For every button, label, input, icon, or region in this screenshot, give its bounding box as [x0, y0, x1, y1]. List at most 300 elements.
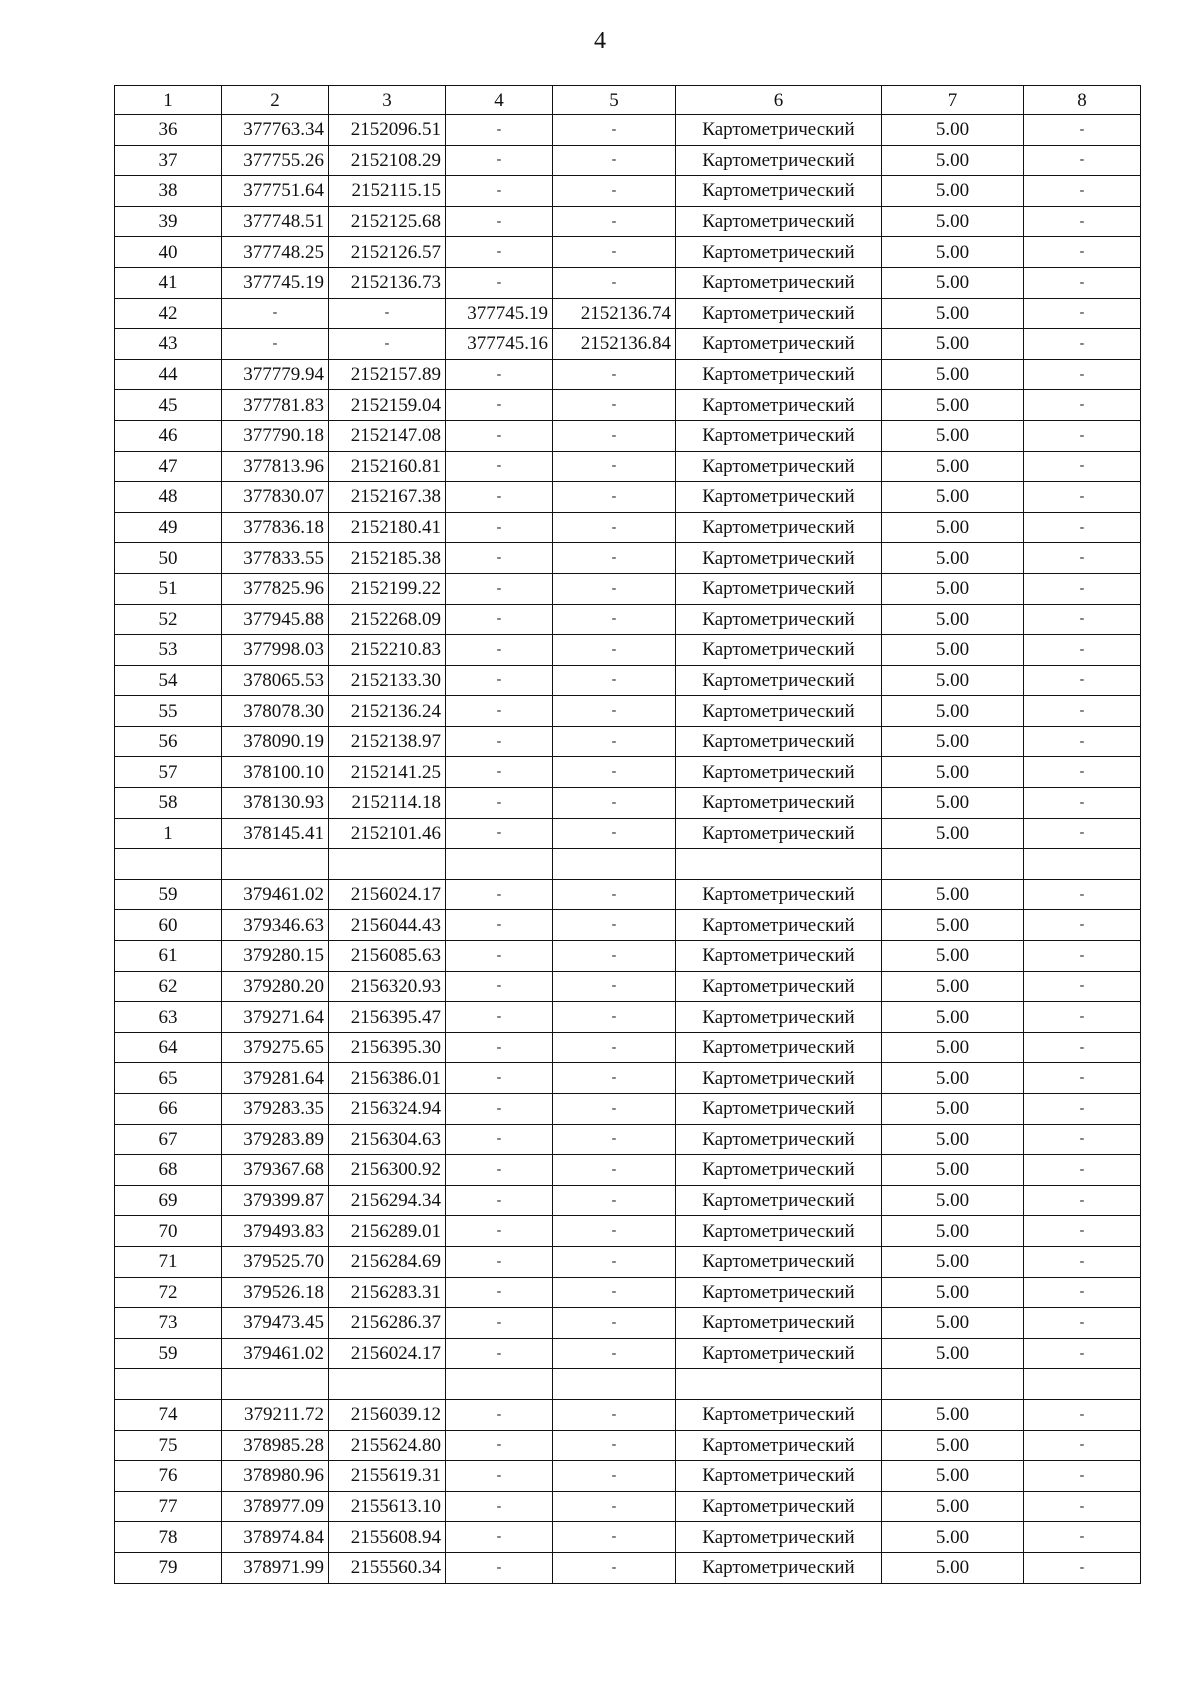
coordinates-table — [114, 85, 1141, 1584]
new-y-coordinate-cell: - — [553, 1032, 676, 1063]
new-x-coordinate-cell: - — [446, 1552, 553, 1583]
x-coordinate-cell: 377813.96 — [222, 451, 329, 482]
new-x-coordinate-cell: - — [446, 390, 553, 421]
y-coordinate-cell: 2152096.51 — [329, 115, 446, 146]
accuracy-cell: 5.00 — [882, 1277, 1024, 1308]
table-row — [115, 267, 1141, 298]
note-cell: - — [1024, 145, 1141, 176]
table-row — [115, 1155, 1141, 1186]
new-x-coordinate-cell: - — [446, 696, 553, 727]
x-coordinate-cell: 378985.28 — [222, 1430, 329, 1461]
y-coordinate-cell: 2156294.34 — [329, 1185, 446, 1216]
note-cell: - — [1024, 1430, 1141, 1461]
x-coordinate-cell: 377945.88 — [222, 604, 329, 635]
new-x-coordinate-cell: - — [446, 359, 553, 390]
y-coordinate-cell: 2156024.17 — [329, 879, 446, 910]
x-coordinate-cell: 379211.72 — [222, 1399, 329, 1430]
new-x-coordinate-cell: - — [446, 1002, 553, 1033]
note-cell: - — [1024, 1063, 1141, 1094]
note-cell: - — [1024, 176, 1141, 207]
accuracy-cell: 5.00 — [882, 696, 1024, 727]
method-cell: Картометрический — [676, 1246, 882, 1277]
x-coordinate-cell: 379473.45 — [222, 1308, 329, 1339]
new-x-coordinate-cell: - — [446, 788, 553, 819]
method-cell: Картометрический — [676, 1277, 882, 1308]
accuracy-cell: 5.00 — [882, 757, 1024, 788]
accuracy-cell: 5.00 — [882, 329, 1024, 360]
table-row — [115, 1002, 1141, 1033]
y-coordinate-cell: 2152199.22 — [329, 573, 446, 604]
new-x-coordinate-cell: - — [446, 1032, 553, 1063]
note-cell: - — [1024, 971, 1141, 1002]
x-coordinate-cell: 378078.30 — [222, 696, 329, 727]
accuracy-cell: 5.00 — [882, 115, 1024, 146]
new-y-coordinate-cell: 2152136.84 — [553, 329, 676, 360]
empty-cell — [222, 849, 329, 880]
new-x-coordinate-cell: 377745.16 — [446, 329, 553, 360]
table-row — [115, 1185, 1141, 1216]
note-cell: - — [1024, 1246, 1141, 1277]
point-number-cell: 45 — [115, 390, 222, 421]
x-coordinate-cell: 379399.87 — [222, 1185, 329, 1216]
new-x-coordinate-cell: - — [446, 1063, 553, 1094]
x-coordinate-cell: 379280.20 — [222, 971, 329, 1002]
new-x-coordinate-cell: - — [446, 1185, 553, 1216]
note-cell: - — [1024, 1216, 1141, 1247]
column-header: 4 — [446, 86, 553, 115]
new-y-coordinate-cell: - — [553, 359, 676, 390]
x-coordinate-cell: 377763.34 — [222, 115, 329, 146]
new-x-coordinate-cell: - — [446, 1277, 553, 1308]
point-number-cell: 36 — [115, 115, 222, 146]
accuracy-cell: 5.00 — [882, 604, 1024, 635]
new-x-coordinate-cell: - — [446, 451, 553, 482]
new-y-coordinate-cell: - — [553, 482, 676, 513]
accuracy-cell: 5.00 — [882, 1246, 1024, 1277]
note-cell: - — [1024, 757, 1141, 788]
x-coordinate-cell: 379283.35 — [222, 1094, 329, 1125]
new-y-coordinate-cell: - — [553, 1002, 676, 1033]
point-number-cell: 1 — [115, 818, 222, 849]
method-cell: Картометрический — [676, 879, 882, 910]
note-cell: - — [1024, 451, 1141, 482]
new-y-coordinate-cell: - — [553, 1461, 676, 1492]
x-coordinate-cell: 377748.51 — [222, 206, 329, 237]
method-cell: Картометрический — [676, 176, 882, 207]
point-number-cell: 60 — [115, 910, 222, 941]
method-cell: Картометрический — [676, 1002, 882, 1033]
method-cell: Картометрический — [676, 665, 882, 696]
new-x-coordinate-cell: - — [446, 1430, 553, 1461]
empty-cell — [882, 849, 1024, 880]
point-number-cell: 57 — [115, 757, 222, 788]
table-row — [115, 1063, 1141, 1094]
method-cell: Картометрический — [676, 788, 882, 819]
table-row — [115, 390, 1141, 421]
new-y-coordinate-cell: - — [553, 1246, 676, 1277]
table-row — [115, 1399, 1141, 1430]
table-row — [115, 420, 1141, 451]
x-coordinate-cell: 377833.55 — [222, 543, 329, 574]
new-x-coordinate-cell: - — [446, 145, 553, 176]
note-cell: - — [1024, 1522, 1141, 1553]
new-y-coordinate-cell: - — [553, 543, 676, 574]
table-row — [115, 971, 1141, 1002]
table-row — [115, 329, 1141, 360]
new-y-coordinate-cell: - — [553, 665, 676, 696]
new-x-coordinate-cell: - — [446, 1522, 553, 1553]
method-cell: Картометрический — [676, 1491, 882, 1522]
new-y-coordinate-cell: - — [553, 1552, 676, 1583]
empty-cell — [115, 849, 222, 880]
note-cell: - — [1024, 1124, 1141, 1155]
table-row — [115, 1277, 1141, 1308]
accuracy-cell: 5.00 — [882, 1399, 1024, 1430]
y-coordinate-cell: 2156289.01 — [329, 1216, 446, 1247]
accuracy-cell: 5.00 — [882, 145, 1024, 176]
method-cell: Картометрический — [676, 512, 882, 543]
table-row-separator — [115, 1369, 1141, 1400]
y-coordinate-cell: 2156395.30 — [329, 1032, 446, 1063]
method-cell: Картометрический — [676, 1216, 882, 1247]
accuracy-cell: 5.00 — [882, 573, 1024, 604]
table-row — [115, 941, 1141, 972]
note-cell: - — [1024, 237, 1141, 268]
note-cell: - — [1024, 206, 1141, 237]
empty-cell — [329, 1369, 446, 1400]
note-cell: - — [1024, 1032, 1141, 1063]
note-cell: - — [1024, 1277, 1141, 1308]
new-x-coordinate-cell: - — [446, 115, 553, 146]
point-number-cell: 74 — [115, 1399, 222, 1430]
accuracy-cell: 5.00 — [882, 1308, 1024, 1339]
new-y-coordinate-cell: - — [553, 818, 676, 849]
accuracy-cell: 5.00 — [882, 818, 1024, 849]
new-x-coordinate-cell: - — [446, 512, 553, 543]
accuracy-cell: 5.00 — [882, 176, 1024, 207]
x-coordinate-cell: 378971.99 — [222, 1552, 329, 1583]
point-number-cell: 67 — [115, 1124, 222, 1155]
y-coordinate-cell: 2152125.68 — [329, 206, 446, 237]
table-row — [115, 757, 1141, 788]
point-number-cell: 78 — [115, 1522, 222, 1553]
table-row — [115, 482, 1141, 513]
new-y-coordinate-cell: - — [553, 1491, 676, 1522]
x-coordinate-cell: 379280.15 — [222, 941, 329, 972]
point-number-cell: 70 — [115, 1216, 222, 1247]
new-x-coordinate-cell: - — [446, 176, 553, 207]
y-coordinate-cell: 2152147.08 — [329, 420, 446, 451]
x-coordinate-cell: 378090.19 — [222, 726, 329, 757]
method-cell: Картометрический — [676, 329, 882, 360]
accuracy-cell: 5.00 — [882, 879, 1024, 910]
y-coordinate-cell: 2152108.29 — [329, 145, 446, 176]
accuracy-cell: 5.00 — [882, 543, 1024, 574]
new-y-coordinate-cell: - — [553, 390, 676, 421]
method-cell: Картометрический — [676, 1430, 882, 1461]
x-coordinate-cell: - — [222, 298, 329, 329]
accuracy-cell: 5.00 — [882, 1461, 1024, 1492]
method-cell: Картометрический — [676, 298, 882, 329]
point-number-cell: 43 — [115, 329, 222, 360]
point-number-cell: 69 — [115, 1185, 222, 1216]
accuracy-cell: 5.00 — [882, 788, 1024, 819]
point-number-cell: 50 — [115, 543, 222, 574]
y-coordinate-cell: 2156024.17 — [329, 1338, 446, 1369]
method-cell: Картометрический — [676, 1032, 882, 1063]
point-number-cell: 38 — [115, 176, 222, 207]
accuracy-cell: 5.00 — [882, 941, 1024, 972]
new-x-coordinate-cell: - — [446, 1399, 553, 1430]
method-cell: Картометрический — [676, 1308, 882, 1339]
y-coordinate-cell: 2155560.34 — [329, 1552, 446, 1583]
accuracy-cell: 5.00 — [882, 390, 1024, 421]
new-x-coordinate-cell: - — [446, 941, 553, 972]
note-cell: - — [1024, 359, 1141, 390]
accuracy-cell: 5.00 — [882, 237, 1024, 268]
method-cell: Картометрический — [676, 818, 882, 849]
new-y-coordinate-cell: - — [553, 206, 676, 237]
table-row — [115, 543, 1141, 574]
empty-cell — [1024, 849, 1141, 880]
note-cell: - — [1024, 1308, 1141, 1339]
y-coordinate-cell: 2152157.89 — [329, 359, 446, 390]
note-cell: - — [1024, 115, 1141, 146]
table-row — [115, 1246, 1141, 1277]
note-cell: - — [1024, 329, 1141, 360]
point-number-cell: 63 — [115, 1002, 222, 1033]
new-x-coordinate-cell: - — [446, 573, 553, 604]
point-number-cell: 48 — [115, 482, 222, 513]
table-row — [115, 115, 1141, 146]
y-coordinate-cell: 2155619.31 — [329, 1461, 446, 1492]
method-cell: Картометрический — [676, 971, 882, 1002]
y-coordinate-cell: 2155608.94 — [329, 1522, 446, 1553]
point-number-cell: 42 — [115, 298, 222, 329]
point-number-cell: 49 — [115, 512, 222, 543]
point-number-cell: 79 — [115, 1552, 222, 1583]
new-y-coordinate-cell: - — [553, 145, 676, 176]
table-row — [115, 573, 1141, 604]
new-x-coordinate-cell: - — [446, 1246, 553, 1277]
method-cell: Картометрический — [676, 910, 882, 941]
x-coordinate-cell: 379346.63 — [222, 910, 329, 941]
note-cell: - — [1024, 941, 1141, 972]
accuracy-cell: 5.00 — [882, 910, 1024, 941]
new-x-coordinate-cell: - — [446, 237, 553, 268]
note-cell: - — [1024, 390, 1141, 421]
method-cell: Картометрический — [676, 696, 882, 727]
point-number-cell: 59 — [115, 879, 222, 910]
y-coordinate-cell: 2156044.43 — [329, 910, 446, 941]
new-y-coordinate-cell: - — [553, 420, 676, 451]
y-coordinate-cell: 2152159.04 — [329, 390, 446, 421]
table-row — [115, 818, 1141, 849]
method-cell: Картометрический — [676, 390, 882, 421]
new-y-coordinate-cell: - — [553, 635, 676, 666]
table-row — [115, 359, 1141, 390]
new-x-coordinate-cell: - — [446, 665, 553, 696]
y-coordinate-cell: 2152133.30 — [329, 665, 446, 696]
new-y-coordinate-cell: - — [553, 726, 676, 757]
method-cell: Картометрический — [676, 206, 882, 237]
y-coordinate-cell: 2156300.92 — [329, 1155, 446, 1186]
x-coordinate-cell: 379281.64 — [222, 1063, 329, 1094]
new-y-coordinate-cell: - — [553, 941, 676, 972]
new-x-coordinate-cell: - — [446, 420, 553, 451]
column-header: 2 — [222, 86, 329, 115]
note-cell: - — [1024, 1461, 1141, 1492]
accuracy-cell: 5.00 — [882, 1063, 1024, 1094]
y-coordinate-cell: 2152210.83 — [329, 635, 446, 666]
x-coordinate-cell: 377825.96 — [222, 573, 329, 604]
y-coordinate-cell: 2156283.31 — [329, 1277, 446, 1308]
accuracy-cell: 5.00 — [882, 1522, 1024, 1553]
new-x-coordinate-cell: - — [446, 1094, 553, 1125]
note-cell: - — [1024, 1399, 1141, 1430]
point-number-cell: 52 — [115, 604, 222, 635]
new-x-coordinate-cell: - — [446, 206, 553, 237]
note-cell: - — [1024, 573, 1141, 604]
new-x-coordinate-cell: - — [446, 879, 553, 910]
y-coordinate-cell: 2155613.10 — [329, 1491, 446, 1522]
new-x-coordinate-cell: - — [446, 267, 553, 298]
point-number-cell: 40 — [115, 237, 222, 268]
y-coordinate-cell: 2152101.46 — [329, 818, 446, 849]
x-coordinate-cell: 377790.18 — [222, 420, 329, 451]
point-number-cell: 59 — [115, 1338, 222, 1369]
point-number-cell: 58 — [115, 788, 222, 819]
method-cell: Картометрический — [676, 604, 882, 635]
y-coordinate-cell: 2156386.01 — [329, 1063, 446, 1094]
method-cell: Картометрический — [676, 145, 882, 176]
y-coordinate-cell: 2156286.37 — [329, 1308, 446, 1339]
accuracy-cell: 5.00 — [882, 635, 1024, 666]
method-cell: Картометрический — [676, 1552, 882, 1583]
table-row — [115, 1522, 1141, 1553]
table-row — [115, 1094, 1141, 1125]
table-row — [115, 298, 1141, 329]
y-coordinate-cell: 2152141.25 — [329, 757, 446, 788]
accuracy-cell: 5.00 — [882, 726, 1024, 757]
accuracy-cell: 5.00 — [882, 1338, 1024, 1369]
point-number-cell: 65 — [115, 1063, 222, 1094]
table-row — [115, 1430, 1141, 1461]
new-x-coordinate-cell: - — [446, 604, 553, 635]
point-number-cell: 56 — [115, 726, 222, 757]
empty-cell — [222, 1369, 329, 1400]
note-cell: - — [1024, 879, 1141, 910]
empty-cell — [676, 1369, 882, 1400]
table-row — [115, 451, 1141, 482]
empty-cell — [115, 1369, 222, 1400]
new-y-coordinate-cell: - — [553, 910, 676, 941]
table-row — [115, 696, 1141, 727]
point-number-cell: 64 — [115, 1032, 222, 1063]
column-header: 8 — [1024, 86, 1141, 115]
method-cell: Картометрический — [676, 115, 882, 146]
table-row — [115, 604, 1141, 635]
point-number-cell: 72 — [115, 1277, 222, 1308]
method-cell: Картометрический — [676, 1185, 882, 1216]
y-coordinate-cell: 2156284.69 — [329, 1246, 446, 1277]
new-x-coordinate-cell: - — [446, 757, 553, 788]
method-cell: Картометрический — [676, 543, 882, 574]
method-cell: Картометрический — [676, 1063, 882, 1094]
note-cell: - — [1024, 604, 1141, 635]
x-coordinate-cell: 379283.89 — [222, 1124, 329, 1155]
new-x-coordinate-cell: - — [446, 543, 553, 574]
point-number-cell: 55 — [115, 696, 222, 727]
method-cell: Картометрический — [676, 267, 882, 298]
note-cell: - — [1024, 1002, 1141, 1033]
point-number-cell: 44 — [115, 359, 222, 390]
method-cell: Картометрический — [676, 420, 882, 451]
method-cell: Картометрический — [676, 1155, 882, 1186]
y-coordinate-cell: - — [329, 329, 446, 360]
empty-cell — [553, 1369, 676, 1400]
x-coordinate-cell: 377830.07 — [222, 482, 329, 513]
x-coordinate-cell: 379275.65 — [222, 1032, 329, 1063]
new-y-coordinate-cell: - — [553, 512, 676, 543]
y-coordinate-cell: 2156320.93 — [329, 971, 446, 1002]
x-coordinate-cell: 377998.03 — [222, 635, 329, 666]
y-coordinate-cell: 2152126.57 — [329, 237, 446, 268]
note-cell: - — [1024, 512, 1141, 543]
new-y-coordinate-cell: - — [553, 757, 676, 788]
y-coordinate-cell: 2152180.41 — [329, 512, 446, 543]
x-coordinate-cell: 379493.83 — [222, 1216, 329, 1247]
new-y-coordinate-cell: - — [553, 451, 676, 482]
new-y-coordinate-cell: - — [553, 573, 676, 604]
method-cell: Картометрический — [676, 726, 882, 757]
accuracy-cell: 5.00 — [882, 420, 1024, 451]
accuracy-cell: 5.00 — [882, 1094, 1024, 1125]
new-y-coordinate-cell: - — [553, 1155, 676, 1186]
empty-cell — [676, 849, 882, 880]
accuracy-cell: 5.00 — [882, 1491, 1024, 1522]
method-cell: Картометрический — [676, 573, 882, 604]
column-header: 6 — [676, 86, 882, 115]
point-number-cell: 54 — [115, 665, 222, 696]
y-coordinate-cell: 2156085.63 — [329, 941, 446, 972]
y-coordinate-cell: 2156039.12 — [329, 1399, 446, 1430]
new-y-coordinate-cell: - — [553, 1277, 676, 1308]
point-number-cell: 77 — [115, 1491, 222, 1522]
accuracy-cell: 5.00 — [882, 267, 1024, 298]
column-header: 5 — [553, 86, 676, 115]
column-header: 7 — [882, 86, 1024, 115]
note-cell: - — [1024, 543, 1141, 574]
point-number-cell: 46 — [115, 420, 222, 451]
accuracy-cell: 5.00 — [882, 512, 1024, 543]
x-coordinate-cell: 377779.94 — [222, 359, 329, 390]
point-number-cell: 47 — [115, 451, 222, 482]
method-cell: Картометрический — [676, 635, 882, 666]
method-cell: Картометрический — [676, 482, 882, 513]
point-number-cell: 76 — [115, 1461, 222, 1492]
x-coordinate-cell: 377755.26 — [222, 145, 329, 176]
new-x-coordinate-cell: - — [446, 1338, 553, 1369]
y-coordinate-cell: 2152167.38 — [329, 482, 446, 513]
table-row — [115, 1461, 1141, 1492]
point-number-cell: 51 — [115, 573, 222, 604]
method-cell: Картометрический — [676, 1461, 882, 1492]
accuracy-cell: 5.00 — [882, 971, 1024, 1002]
x-coordinate-cell: 378980.96 — [222, 1461, 329, 1492]
method-cell: Картометрический — [676, 451, 882, 482]
method-cell: Картометрический — [676, 237, 882, 268]
